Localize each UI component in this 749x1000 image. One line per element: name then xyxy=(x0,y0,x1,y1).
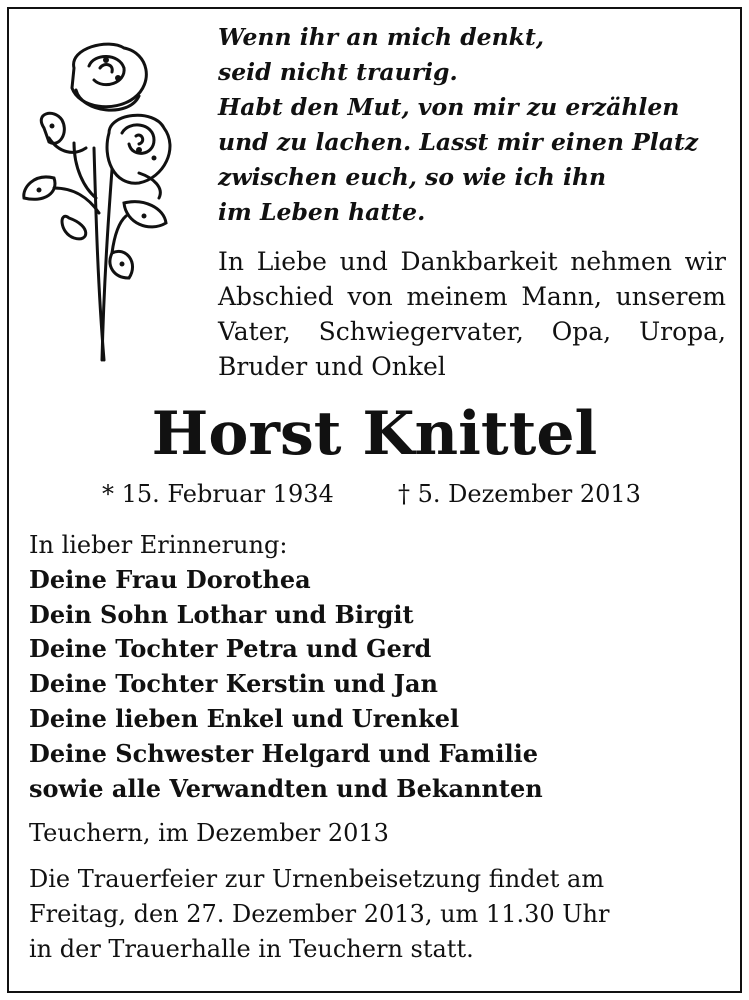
funeral-service-info xyxy=(29,862,729,967)
mourners-list xyxy=(29,528,729,806)
mourner-line: Deine lieben Enkel und Urenkel xyxy=(29,703,460,733)
place-date: Teuchern, im Dezember 2013 xyxy=(29,819,389,847)
mourner-line: Deine Tochter Petra und Gerd xyxy=(29,634,432,664)
service-line: in der Trauerhalle in Teuchern statt. xyxy=(29,935,474,963)
service-line: Die Trauerfeier zur Urnenbeisetzung findet am xyxy=(29,865,605,893)
rose-illustration xyxy=(14,38,184,363)
memory-heading: In lieber Erinnerung: xyxy=(29,531,288,559)
intro-text: In Liebe und Dankbarkeit nehmen wir Abschied von meinem Mann, unserem Vater, Schwiegervater, Opa, Uropa, Bruder und Onkel xyxy=(218,247,726,381)
mourner-line: sowie alle Verwandten und Bekannten xyxy=(29,773,543,803)
mourner-line: Deine Frau Dorothea xyxy=(29,564,311,594)
service-line: Freitag, den 27. Dezember 2013, um 11.30 Uhr xyxy=(29,900,610,928)
poem-line: Wenn ihr an mich denkt, xyxy=(218,23,545,51)
poem xyxy=(218,20,728,230)
mourner-line: Deine Tochter Kerstin und Jan xyxy=(29,669,438,699)
poem-line: und zu lachen. Lasst mir einen Platz xyxy=(218,128,699,156)
mourner-line: Deine Schwester Helgard und Familie xyxy=(29,738,538,768)
poem-line: zwischen euch, so wie ich ihn xyxy=(218,163,607,191)
poem-line: seid nicht traurig. xyxy=(218,58,458,86)
mourner-line: Dein Sohn Lothar und Birgit xyxy=(29,599,414,629)
poem-line: Habt den Mut, von mir zu erzählen xyxy=(218,93,680,121)
death-date: † 5. Dezember 2013 xyxy=(398,480,641,508)
birth-date: * 15. Februar 1934 xyxy=(102,480,334,508)
poem-line: im Leben hatte. xyxy=(218,198,426,226)
deceased-name: Horst Knittel xyxy=(151,399,598,469)
